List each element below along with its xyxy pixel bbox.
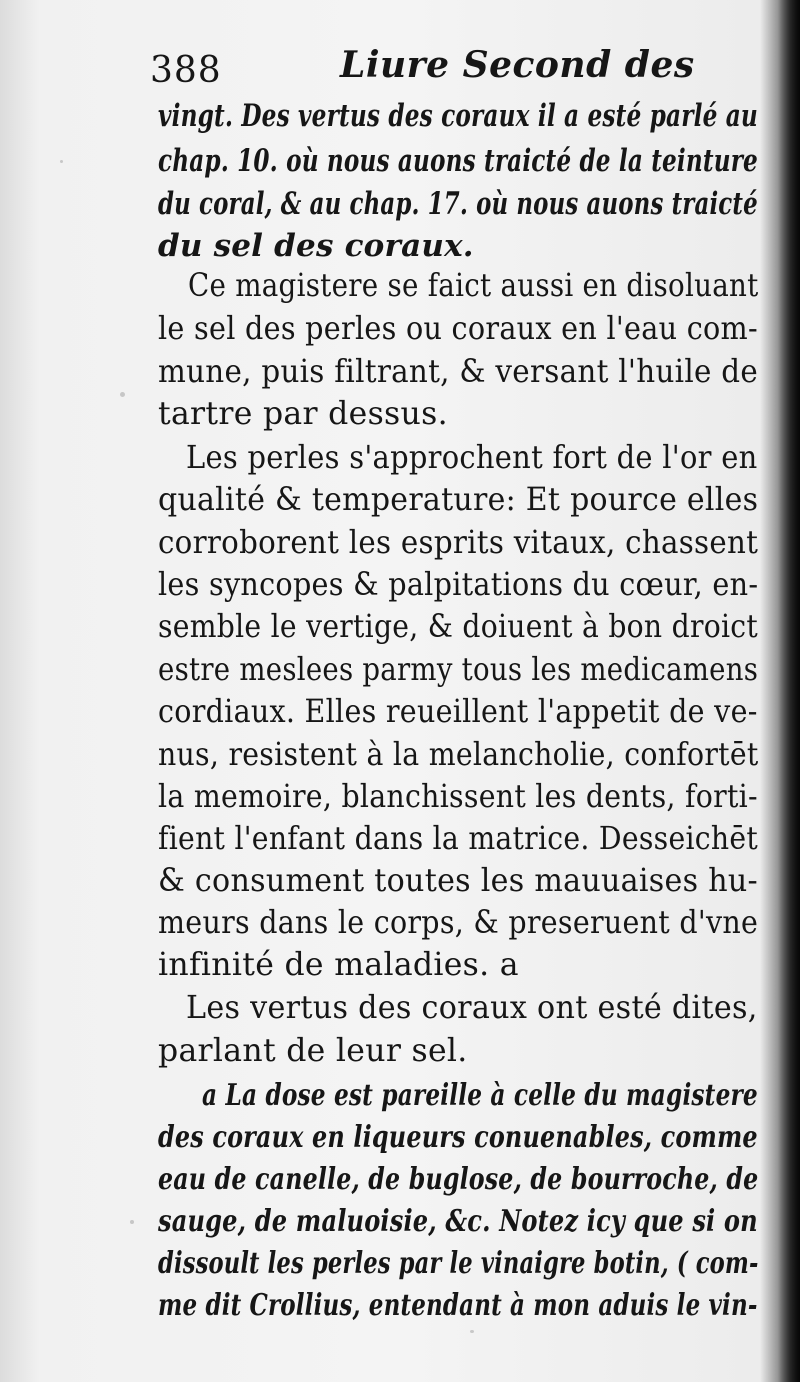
text-line: fient l'enfant dans la matrice. Desseichēt xyxy=(158,821,759,857)
note-line: dissoult les perles par le vinaigre botin, ( com- xyxy=(158,1246,759,1281)
note-line: me dit Crollius, entendant à mon aduis le vin- xyxy=(158,1288,758,1323)
text-line: infinité de maladies. a xyxy=(158,947,519,983)
text-line: estre meslees parmy tous les medicamens xyxy=(158,652,759,688)
paper-speck xyxy=(120,392,125,397)
text-line: semble le vertige, & doiuent à bon droict xyxy=(158,609,758,645)
paragraph-start-line: Les perles s'approchent fort de l'or en xyxy=(186,440,758,476)
note-line: des coraux en liqueurs conuenables, comme xyxy=(158,1120,758,1155)
running-title: Liure Second des xyxy=(340,44,695,86)
page-header xyxy=(150,40,750,96)
text-line: chap. 10. où nous auons traicté de la teinture xyxy=(158,143,758,179)
text-line: cordiaux. Elles reueillent l'appetit de ve- xyxy=(158,694,758,730)
spine-shadow xyxy=(778,0,800,1382)
text-line: corroborent les esprits vitaux, chassent xyxy=(158,525,759,561)
paper-speck xyxy=(470,1330,474,1333)
text-line: la memoire, blanchissent les dents, forti- xyxy=(158,779,758,815)
text-line: le sel des perles ou coraux en l'eau com- xyxy=(158,311,758,347)
text-line: meurs dans le corps, & preseruent d'vne xyxy=(158,905,759,941)
text-line: tartre par dessus. xyxy=(158,396,448,432)
text-line: du sel des coraux. xyxy=(158,228,474,264)
note-line: sauge, de maluoisie, &c. Notez icy que si on xyxy=(158,1204,758,1239)
text-line: nus, resistent à la melancholie, confortēt xyxy=(158,737,759,773)
text-line: mune, puis filtrant, & versant l'huile de xyxy=(158,354,758,390)
paper-speck xyxy=(130,1220,134,1224)
text-line: les syncopes & palpitations du cœur, en- xyxy=(158,567,759,603)
paragraph-start-line: Les vertus des coraux ont esté dites, xyxy=(186,990,758,1026)
note-line: eau de canelle, de buglose, de bourroche, de xyxy=(158,1162,759,1197)
paragraph-start-line: Ce magistere se faict aussi en disoluant xyxy=(188,268,759,304)
text-line: du coral, & au chap. 17. où nous auons traicté xyxy=(158,186,758,222)
note-start-line: a La dose est pareille à celle du magistere xyxy=(202,1078,758,1113)
text-line: vingt. Des vertus des coraux il a esté parlé au xyxy=(158,98,758,134)
text-line: qualité & temperature: Et pource elles xyxy=(158,482,759,518)
paper-speck xyxy=(60,160,63,163)
page-number: 388 xyxy=(150,50,222,91)
text-line: & consument toutes les mauuaises hu- xyxy=(158,863,758,899)
text-line: parlant de leur sel. xyxy=(158,1033,468,1069)
